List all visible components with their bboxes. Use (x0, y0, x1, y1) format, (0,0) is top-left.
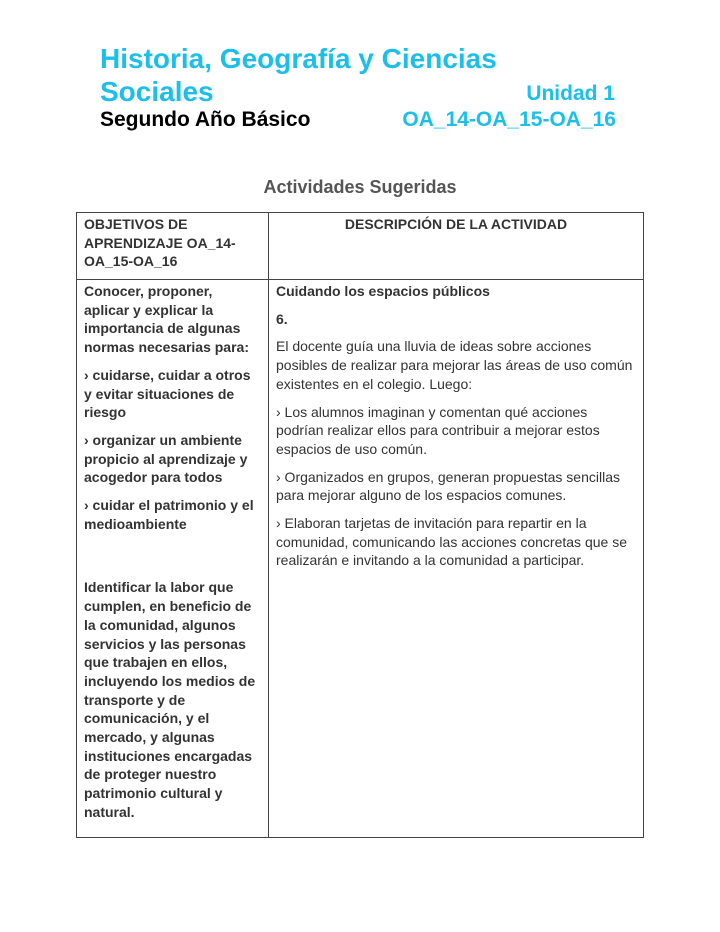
objective-bullet: › organizar un ambiente propicio al aprendizaje y acogedor para todos (84, 431, 248, 486)
objective-text: Conocer, proponer, aplicar y explicar la importancia de algunas normas necesarias para: (84, 283, 249, 356)
objective-bullet: › cuidarse, cuidar a otros y evitar situaciones de riesgo (84, 366, 251, 421)
objectives-cell (77, 280, 269, 838)
objectives-header: OBJETIVOS DE APRENDIZAJE OA_14-OA_15-OA_16 (77, 213, 269, 280)
activity-number: 6. (276, 310, 288, 327)
subject-title-line1: Historia, Geografía y Ciencias (100, 43, 497, 74)
section-title: Actividades Sugeridas (263, 177, 457, 197)
activity-paragraph: › Elaboran tarjetas de invitación para repartir en la comunidad, comunicando las acciones concretas que se realizarán e invitando a la comunidad a participar. (276, 515, 627, 569)
unit-label: Unidad 1 (526, 82, 615, 105)
activities-table (76, 212, 644, 838)
grade-label: Segundo Año Básico (100, 108, 311, 131)
objective-text: Identificar la labor que cumplen, en beneficio de la comunidad, algunos servicios y las personas que trabajen en ellos, incluyendo los medios de transporte y de comunicación, y el mercado, y algunas instituciones encargadas de proteger nuestro patrimonio cultural y natural. (84, 579, 256, 820)
activity-paragraph: › Los alumnos imaginan y comentan qué acciones podrían realizar ellos para contribuir a mejorar estos espacios de uso común. (276, 403, 600, 457)
description-cell (269, 280, 644, 838)
activity-title: Cuidando los espacios públicos (276, 283, 490, 299)
subject-title-line2: Sociales (100, 76, 214, 107)
activity-paragraph: El docente guía una lluvia de ideas sobre acciones posibles de realizar para mejorar las áreas de uso común existentes en el colegio. Luego: (276, 338, 633, 392)
table-row (77, 280, 644, 838)
objective-bullet: › cuidar el patrimonio y el medioambiente (84, 497, 254, 532)
oa-codes: OA_14-OA_15-OA_16 (402, 108, 616, 131)
description-header: DESCRIPCIÓN DE LA ACTIVIDAD (269, 213, 644, 280)
activity-paragraph: › Organizados en grupos, generan propuestas sencillas para mejorar alguno de los espacios comunes. (276, 468, 620, 504)
table-header-row (77, 213, 644, 280)
